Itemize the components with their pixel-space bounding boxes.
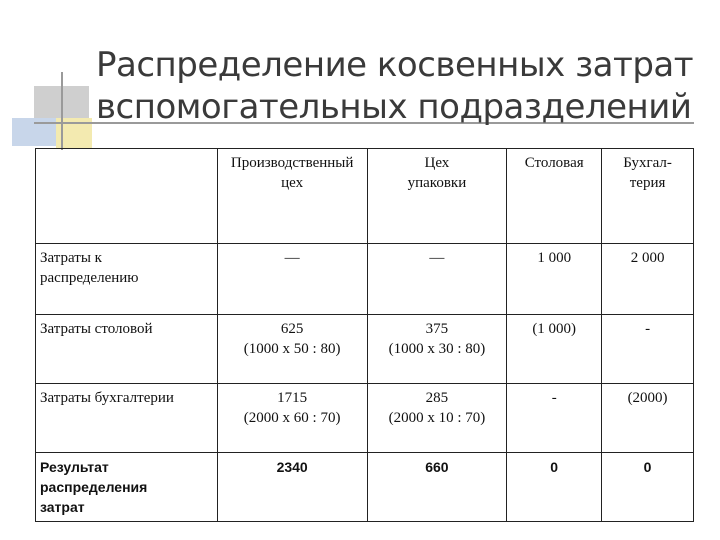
decor-vertical-line bbox=[61, 72, 63, 150]
table-cell bbox=[507, 244, 602, 315]
table-cell bbox=[217, 384, 367, 453]
table-row bbox=[36, 315, 694, 384]
cell-formula: (2000 x 60 : 70) bbox=[243, 410, 341, 426]
cell-value: 2 000 bbox=[630, 250, 665, 266]
cell-value: 2340 bbox=[276, 459, 308, 475]
header-packing-shop bbox=[367, 149, 507, 244]
row-label-text: Затраты к bbox=[40, 250, 102, 266]
cell-value: 625 bbox=[280, 321, 304, 337]
slide-title bbox=[96, 44, 696, 128]
cell-value: (1 000) bbox=[532, 321, 577, 337]
row-label-text: распределению bbox=[40, 270, 139, 286]
header-text: Бухгал- bbox=[623, 155, 672, 171]
header-canteen bbox=[507, 149, 602, 244]
row-label bbox=[36, 244, 218, 315]
header-production-shop bbox=[217, 149, 367, 244]
header-text: терия bbox=[629, 175, 666, 191]
row-label bbox=[36, 384, 218, 453]
cell-value: 1 000 bbox=[537, 250, 572, 266]
table-cell bbox=[602, 453, 694, 522]
table-cell bbox=[602, 244, 694, 315]
title-line-1: Распределение косвенных затрат bbox=[96, 45, 694, 85]
header-text: Цех bbox=[424, 155, 450, 171]
table-cell bbox=[507, 315, 602, 384]
header-empty-cell bbox=[36, 149, 218, 244]
row-label-text: затрат bbox=[40, 499, 85, 515]
table-cell bbox=[217, 315, 367, 384]
cell-value: (2000) bbox=[627, 390, 668, 406]
cell-formula: (1000 x 50 : 80) bbox=[243, 341, 341, 357]
table-cell bbox=[367, 315, 507, 384]
cell-value: — bbox=[284, 250, 300, 266]
header-accounting bbox=[602, 149, 694, 244]
table-cell bbox=[602, 315, 694, 384]
cell-formula: (2000 x 10 : 70) bbox=[388, 410, 486, 426]
table-cell bbox=[507, 453, 602, 522]
table-row bbox=[36, 244, 694, 315]
header-text: цех bbox=[281, 175, 304, 191]
table-cell bbox=[217, 453, 367, 522]
row-label-text: Затраты столовой bbox=[40, 321, 153, 337]
cost-distribution-table bbox=[35, 148, 694, 522]
cell-value: - bbox=[551, 390, 557, 406]
cell-value: — bbox=[429, 250, 445, 266]
table-row-result bbox=[36, 453, 694, 522]
header-text: упаковки bbox=[407, 175, 467, 191]
table-header-row bbox=[36, 149, 694, 244]
cell-value: 0 bbox=[643, 459, 652, 475]
table-cell bbox=[507, 384, 602, 453]
row-label bbox=[36, 315, 218, 384]
cell-value: - bbox=[645, 321, 651, 337]
cell-formula: (1000 x 30 : 80) bbox=[388, 341, 486, 357]
table-row bbox=[36, 384, 694, 453]
table-cell bbox=[367, 384, 507, 453]
header-text: Столовая bbox=[524, 155, 584, 171]
cell-value: 1715 bbox=[277, 390, 308, 406]
cell-value: 285 bbox=[425, 390, 449, 406]
header-text: Производственный bbox=[230, 155, 354, 171]
row-label-text: распределения bbox=[40, 479, 148, 495]
cell-value: 660 bbox=[425, 459, 449, 475]
table-cell bbox=[367, 244, 507, 315]
table-cell bbox=[602, 384, 694, 453]
cell-value: 0 bbox=[550, 459, 559, 475]
table-cell bbox=[367, 453, 507, 522]
cell-value: 375 bbox=[425, 321, 449, 337]
title-line-2: вспомогательных подразделений bbox=[96, 87, 692, 127]
table-cell bbox=[217, 244, 367, 315]
row-label bbox=[36, 453, 218, 522]
row-label-text: Результат bbox=[40, 459, 109, 475]
row-label-text: Затраты бухгалтерии bbox=[40, 390, 174, 406]
